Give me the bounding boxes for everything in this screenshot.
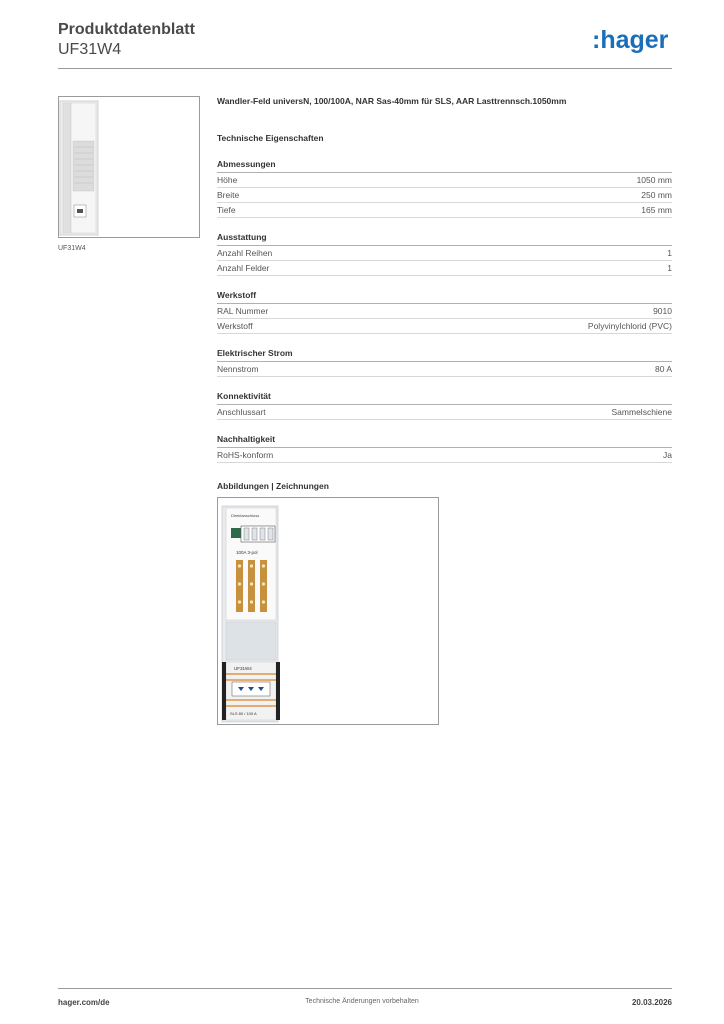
spec-value: Polyvinylchlorid (PVC) bbox=[587, 321, 672, 331]
product-thumbnail bbox=[58, 96, 200, 238]
spec-label: Anzahl Reihen bbox=[217, 248, 273, 258]
spec-row bbox=[217, 246, 672, 261]
spec-row bbox=[217, 173, 672, 188]
spec-value: 250 mm bbox=[641, 190, 672, 200]
spec-group-dimensions bbox=[217, 159, 672, 218]
drawing-label-switch: 100A 3-pol bbox=[236, 550, 258, 555]
spec-group-electrical bbox=[217, 348, 672, 377]
spec-value: 165 mm bbox=[641, 205, 672, 215]
spec-value: Ja bbox=[663, 450, 672, 460]
product-drawing bbox=[217, 497, 439, 725]
spec-label: RoHS-konform bbox=[217, 450, 274, 460]
spec-row bbox=[217, 448, 672, 463]
section-title-technical: Technische Eigenschaften bbox=[217, 133, 324, 143]
header-divider bbox=[58, 68, 672, 69]
spec-value: 1050 mm bbox=[636, 175, 672, 185]
drawings-title: Abbildungen | Zeichnungen bbox=[217, 481, 329, 491]
spec-label: Werkstoff bbox=[217, 321, 253, 331]
footer-website: hager.com/de bbox=[58, 998, 110, 1007]
document-header bbox=[58, 20, 195, 60]
thumbnail-caption: UF31W4 bbox=[58, 245, 86, 252]
drawing-label-model: UF31W4 bbox=[234, 666, 252, 671]
document-title: Produktdatenblatt bbox=[58, 21, 195, 38]
spec-row bbox=[217, 304, 672, 319]
group-title: Abmessungen bbox=[217, 159, 672, 173]
spec-label: Anschlussart bbox=[217, 407, 266, 417]
spec-value: 80 A bbox=[654, 364, 672, 374]
spec-row bbox=[217, 203, 672, 218]
spec-value: 1 bbox=[667, 248, 672, 258]
spec-label: Tiefe bbox=[217, 205, 236, 215]
spec-value: 1 bbox=[667, 263, 672, 273]
footer-divider bbox=[58, 988, 672, 989]
spec-value: Sammelschiene bbox=[611, 407, 672, 417]
hager-logo bbox=[592, 26, 672, 54]
spec-label: Breite bbox=[217, 190, 240, 200]
drawing-label-top: Direktanschluss bbox=[231, 513, 260, 518]
spec-row bbox=[217, 261, 672, 276]
spec-row bbox=[217, 319, 672, 334]
spec-label: RAL Nummer bbox=[217, 306, 269, 316]
spec-label: Anzahl Felder bbox=[217, 263, 270, 273]
spec-label: Höhe bbox=[217, 175, 238, 185]
group-title: Nachhaltigkeit bbox=[217, 434, 672, 448]
group-title: Konnektivität bbox=[217, 391, 672, 405]
spec-group-sustainability bbox=[217, 434, 672, 463]
footer-date: 20.03.2026 bbox=[631, 998, 672, 1007]
spec-group-equipment bbox=[217, 232, 672, 276]
spec-row bbox=[217, 405, 672, 420]
spec-value: 9010 bbox=[653, 306, 672, 316]
wiring-drawing bbox=[218, 498, 438, 724]
group-title: Werkstoff bbox=[217, 290, 672, 304]
group-title: Ausstattung bbox=[217, 232, 672, 246]
drawing-label-bottom: SLS 80 / 100 A bbox=[230, 711, 257, 716]
spec-row bbox=[217, 188, 672, 203]
spec-group-material bbox=[217, 290, 672, 334]
cabinet-image bbox=[59, 97, 199, 237]
product-name: Wandler-Feld universN, 100/100A, NAR Sas-40mm für SLS, AAR Lasttrennsch.1050mm bbox=[217, 96, 567, 106]
hager-logo-text: :hager bbox=[592, 26, 669, 54]
spec-row bbox=[217, 362, 672, 377]
footer-disclaimer: Technische Änderungen vorbehalten bbox=[305, 998, 419, 1005]
spec-group-connectivity bbox=[217, 391, 672, 420]
spec-label: Nennstrom bbox=[217, 364, 259, 374]
product-content bbox=[217, 96, 672, 725]
group-title: Elektrischer Strom bbox=[217, 348, 672, 362]
document-subtitle: UF31W4 bbox=[58, 41, 122, 58]
